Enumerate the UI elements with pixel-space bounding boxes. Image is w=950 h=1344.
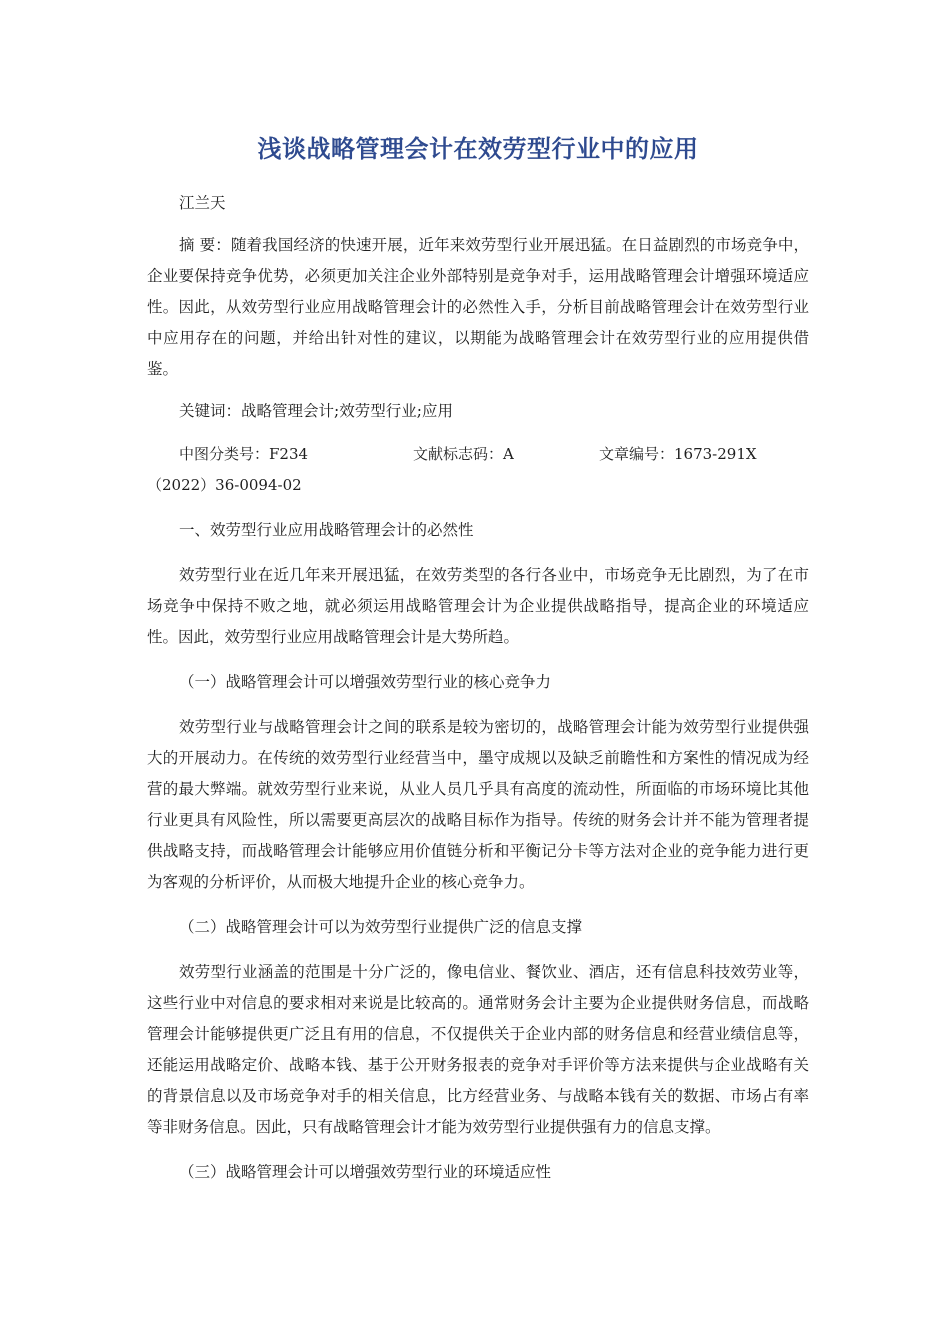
- subsection-heading: （二）战略管理会计可以为效劳型行业提供广泛的信息支撑: [179, 918, 583, 936]
- classification-line: [147, 439, 809, 470]
- keywords: 关键词：战略管理会计;效劳型行业;应用: [179, 402, 453, 420]
- subsection-heading: （一）战略管理会计可以增强效劳型行业的核心竞争力: [179, 673, 552, 691]
- document-code: 文献标志码：A: [413, 445, 514, 463]
- body-paragraph: 效劳型行业在近几年来开展迅猛，在效劳类型的各行各业中，市场竞争无比剧烈，为了在市场竞争中保持不败之地，就必须运用战略管理会计为企业提供战略指导，提高企业的环境适应性。因此，效劳型行业应用战略管理会计是大势所趋。: [147, 566, 809, 646]
- paper-title: 浅谈战略管理会计在效劳型行业中的应用: [257, 135, 699, 163]
- article-number-continued: （2022）36-0094-02: [147, 476, 302, 494]
- author: 江兰天: [179, 194, 226, 212]
- subsection-heading: （三）战略管理会计可以增强效劳型行业的环境适应性: [179, 1163, 552, 1181]
- body-paragraph: 效劳型行业与战略管理会计之间的联系是较为密切的，战略管理会计能为效劳型行业提供强大的开展动力。在传统的效劳型行业经营当中，墨守成规以及缺乏前瞻性和方案性的情况成为经营的最大弊端。就效劳型行业来说，从业人员几乎具有高度的流动性，所面临的市场环境比其他行业更具有风险性，所以需要更高层次的战略目标作为指导。传统的财务会计并不能为管理者提供战略支持，而战略管理会计能够应用价值链分析和平衡记分卡等方法对企业的竞争能力进行更为客观的分析评价，从而极大地提升企业的核心竞争力。: [147, 718, 809, 891]
- article-number: 文章编号：1673-291X: [599, 445, 757, 463]
- body-paragraph: 效劳型行业涵盖的范围是十分广泛的，像电信业、餐饮业、酒店，还有信息科技效劳业等，这些行业中对信息的要求相对来说是比较高的。通常财务会计主要为企业提供财务信息，而战略管理会计能够提供更广泛且有用的信息，不仅提供关于企业内部的财务信息和经营业绩信息等，还能运用战略定价、战略本钱、基于公开财务报表的竞争对手评价等方法来提供与企业战略有关的背景信息以及市场竞争对手的相关信息，比方经营业务、与战略本钱有关的数据、市场占有率等非财务信息。因此，只有战略管理会计才能为效劳型行业提供强有力的信息支撑。: [147, 963, 809, 1136]
- document-page: [147, 132, 809, 1202]
- section-heading: 一、效劳型行业应用战略管理会计的必然性: [179, 521, 474, 539]
- abstract: 摘 要：随着我国经济的快速开展，近年来效劳型行业开展迅猛。在日益剧烈的市场竞争中，企业要保持竞争优势，必须更加关注企业外部特别是竞争对手，运用战略管理会计增强环境适应性。因此，从效劳型行业应用战略管理会计的必然性入手，分析目前战略管理会计在效劳型行业中应用存在的问题，并给出针对性的建议，以期能为战略管理会计在效劳型行业的应用提供借鉴。: [147, 236, 809, 378]
- clc-number: 中图分类号：F234: [179, 445, 309, 463]
